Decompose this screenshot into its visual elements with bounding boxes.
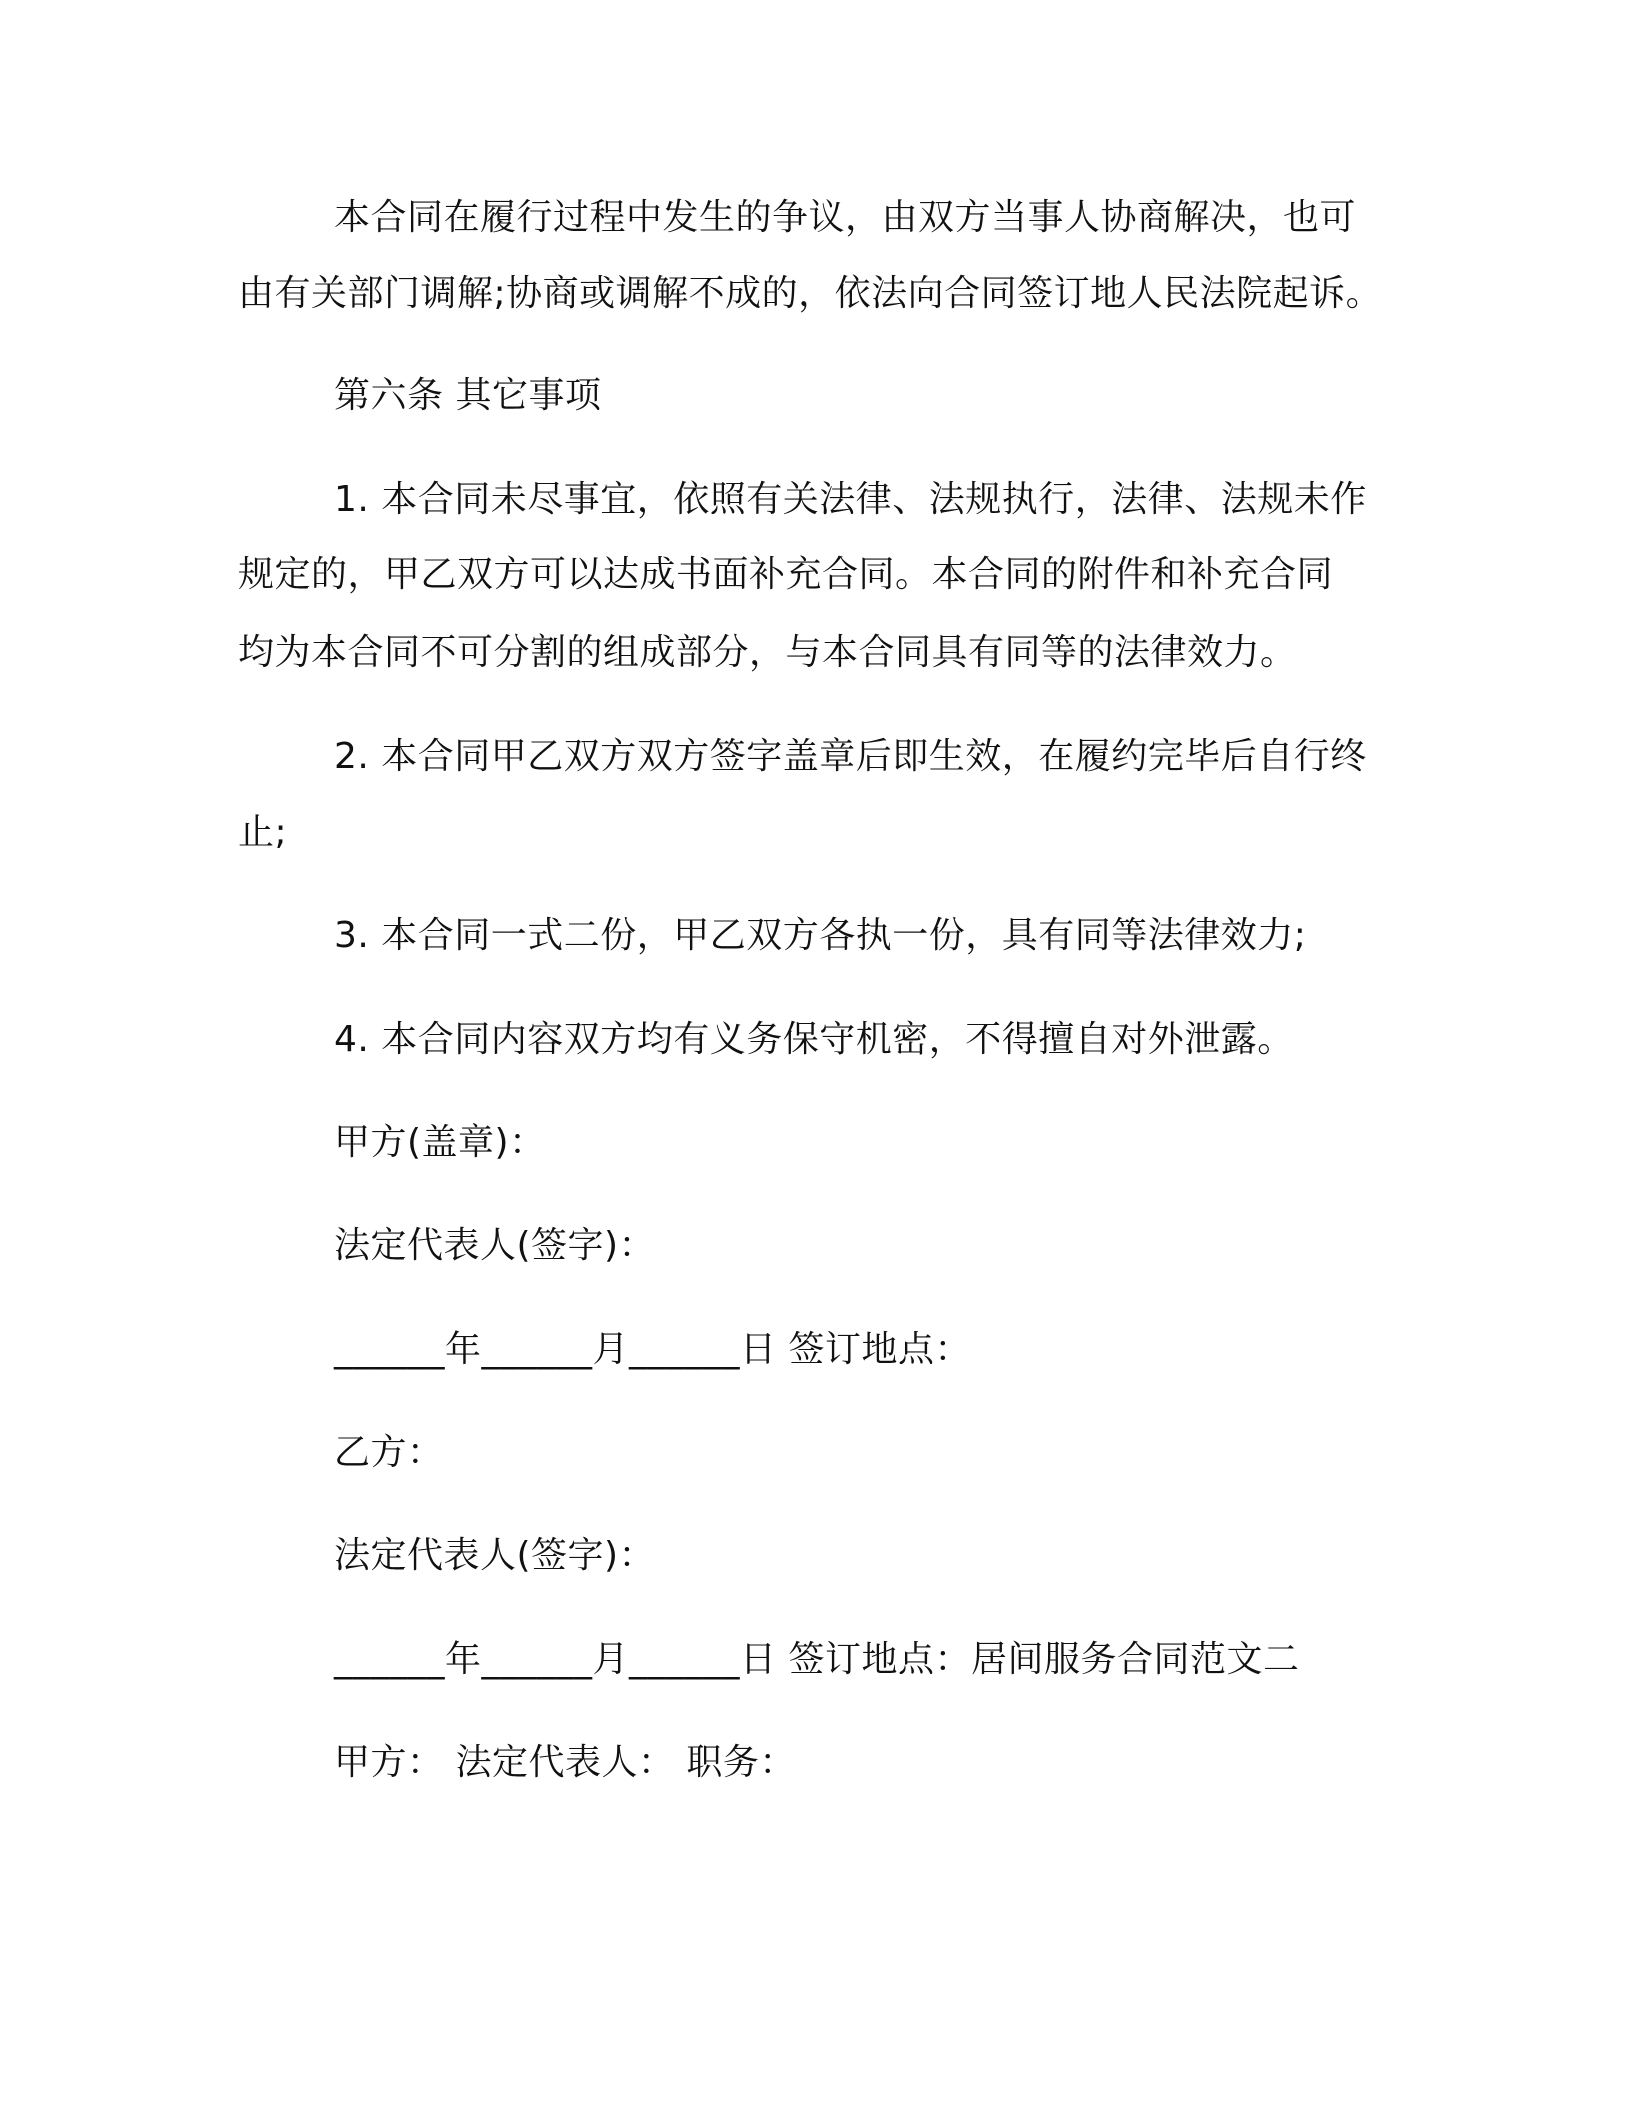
party-a-date-place-line: ______年______月______日 签订地点： — [334, 1329, 971, 1370]
item-4: 4. 本合同内容双方均有义务保守机密，不得擅自对外泄露。 — [334, 1019, 1294, 1060]
party-a-representative-label: 法定代表人(签字)： — [334, 1225, 656, 1266]
dispute-paragraph-line-2: 由有关部门调解;协商或调解不成的，依法向合同签订地人民法院起诉。 — [238, 273, 1383, 314]
next-contract-parties-line: 甲方： 法定代表人： 职务： — [334, 1742, 796, 1783]
dispute-paragraph-line-1: 本合同在履行过程中发生的争议，由双方当事人协商解决，也可 — [334, 197, 1357, 238]
item-2-line-2: 止; — [238, 812, 288, 853]
item-2-line-1: 2. 本合同甲乙双方双方签字盖章后即生效，在履约完毕后自行终 — [334, 736, 1367, 777]
item-1-line-3: 均为本合同不可分割的组成部分，与本合同具有同等的法律效力。 — [238, 632, 1297, 673]
party-b-label: 乙方： — [334, 1432, 444, 1473]
item-1-line-2: 规定的，甲乙双方可以达成书面补充合同。本合同的附件和补充合同 — [238, 554, 1334, 595]
item-1-line-1: 1. 本合同未尽事宜，依照有关法律、法规执行，法律、法规未作 — [334, 479, 1367, 520]
party-a-seal-label: 甲方(盖章)： — [334, 1122, 546, 1163]
article-6-heading: 第六条 其它事项 — [334, 375, 602, 416]
item-3: 3. 本合同一式二份，甲乙双方各执一份，具有同等法律效力; — [334, 915, 1307, 956]
party-b-date-place-line: ______年______月______日 签订地点：居间服务合同范文二 — [334, 1639, 1300, 1680]
party-b-representative-label: 法定代表人(签字)： — [334, 1535, 656, 1576]
